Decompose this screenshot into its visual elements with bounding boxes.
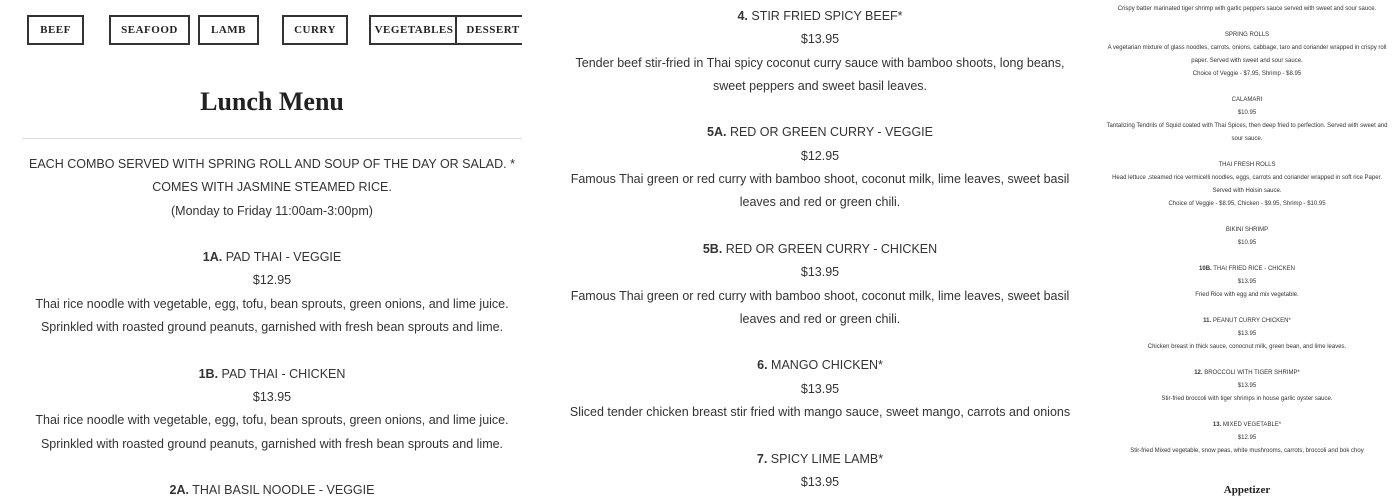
item-name: THAI BASIL NOODLE - VEGGIE: [192, 483, 375, 498]
item-price: $10.95: [1237, 110, 1257, 116]
item-price: $13.95: [800, 265, 840, 280]
item-description: Famous Thai green or red curry with bamboo shoot, coconut milk, lime leaves, sweet basil leaves and red or green chili.: [570, 288, 1070, 326]
curry-menu-column: [560, 0, 1080, 500]
column-content: [1106, 0, 1388, 458]
appetizer-column: [1106, 0, 1388, 500]
item-name: SPRING ROLLS: [1224, 32, 1270, 38]
item-name: THAI FRIED RICE - CHICKEN: [1213, 266, 1295, 272]
item-name: SPICY LIME LAMB*: [770, 451, 884, 466]
item-name: PAD THAI - VEGGIE: [225, 250, 342, 265]
item-number: 11.: [1203, 318, 1212, 324]
item-price: Choice of Veggie - $7.95, Shrimp - $8.95: [1192, 71, 1302, 77]
item-description: Tender beef stir-fried in Thai spicy coconut curry sauce with bamboo shoots, long beans, sweet peppers and sweet basil leaves.: [575, 55, 1065, 93]
category-beef-button[interactable]: BEEF: [27, 15, 84, 45]
category-curry-button[interactable]: CURRY: [282, 15, 348, 45]
menu-item: [1106, 263, 1388, 302]
item-price: $13.95: [800, 32, 840, 47]
category-seafood-button[interactable]: SEAFOOD: [109, 15, 190, 45]
appetizer-item: [1106, 94, 1388, 146]
item-name: PAD THAI - CHICKEN: [221, 366, 346, 381]
item-number: 13.: [1212, 422, 1222, 428]
item-description: Tantalizing Tendrils of Squid coated with Thai Spices, then deep fried to perfection. Served with sweet and sour sauce.: [1106, 123, 1388, 142]
appetizer-item: [1106, 224, 1388, 250]
item-price: $10.95: [1237, 240, 1257, 246]
item-price: $13.95: [252, 389, 292, 404]
item-description: Head lettuce ,steamed rice vermicelli noodles, eggs, carrots and coriander wrapped in soft rice Paper. Served with Hoisin sauce.: [1112, 175, 1382, 194]
item-price: $13.95: [800, 381, 840, 396]
item-price: $12.95: [800, 148, 840, 163]
item-number: 5B.: [702, 241, 723, 256]
combo-note: EACH COMBO SERVED WITH SPRING ROLL AND SOUP OF THE DAY OR SALAD. * COMES WITH JASMINE STEAMED RICE.: [29, 157, 515, 195]
item-description: Sliced tender chicken breast stir fried with mango sauce, sweet mango, carrots and onions: [569, 405, 1071, 420]
page-title: Lunch Menu: [200, 87, 344, 116]
item-number: 6.: [757, 358, 768, 373]
item-description: Fried Rice with egg and mix vegetable.: [1195, 292, 1299, 298]
category-dessert-button[interactable]: DESSERT: [455, 15, 522, 45]
item-name: RED OR GREEN CURRY - CHICKEN: [725, 241, 938, 256]
item-number: 4.: [737, 9, 748, 23]
appetizer-item: [1106, 29, 1388, 81]
menu-item: [560, 448, 1080, 495]
item-number: 7.: [756, 451, 768, 466]
item-name: MANGO CHICKEN*: [771, 358, 883, 373]
section-heading-appetizer: Appetizer: [1223, 484, 1271, 496]
lunch-hours: (Monday to Friday 11:00am-3:00pm): [171, 203, 373, 218]
item-name: RED OR GREEN CURRY - VEGGIE: [729, 125, 933, 140]
item-number: 5A.: [707, 125, 727, 140]
column-content: [560, 0, 1080, 494]
item-name: MIXED VEGETABLE*: [1222, 422, 1282, 428]
item-description: Stir-fried broccoli with tiger shrimps in house garlic oyster sauce.: [1161, 396, 1333, 402]
item-price: $13.95: [800, 474, 840, 489]
menu-item: [560, 5, 1080, 98]
item-description: Chicken breast in thick sauce, conocnut milk, green bean, and lime leaves.: [1147, 344, 1347, 350]
item-description: Thai rice noodle with vegetable, egg, tofu, bean sprouts, green onions, and lime juice. Sprinkled with roasted ground peanuts, garnished with fresh bean sprouts and lime.: [35, 296, 509, 335]
item-number: 1A.: [202, 250, 223, 265]
menu-item: [560, 121, 1080, 214]
item-number: 12.: [1194, 370, 1203, 376]
menu-item: [560, 354, 1080, 424]
item-number: 10B.: [1199, 266, 1212, 272]
category-lamb-button[interactable]: LAMB: [198, 15, 259, 45]
item-description: Stir-fried Mixed vegetable, snow peas, white mushrooms, carrots, broccoli and bok choy: [1130, 448, 1364, 454]
item-name: CALAMARI: [1231, 97, 1263, 103]
menu-item: [22, 363, 522, 456]
menu-item: [1106, 367, 1388, 406]
item-number: 1B.: [198, 366, 219, 381]
appetizer-item: [1106, 159, 1388, 211]
menu-item: [22, 479, 522, 500]
item-name: THAI FRESH ROLLS: [1218, 162, 1276, 168]
item-name: BIKINI SHRIMP: [1225, 227, 1269, 233]
item-description: A vegetarian mixture of glass noodles, carrots, onions, cabbage, taro and coriander wrapped in crispy roll paper. Served with sweet and sour sauce.: [1107, 45, 1387, 64]
item-number: 2A.: [169, 483, 189, 498]
item-price: $13.95: [1237, 383, 1257, 389]
item-name: BROCCOLI WITH TIGER SHRIMP*: [1204, 370, 1300, 376]
lunch-menu-column: [22, 0, 522, 500]
item-description: Thai rice noodle with vegetable, egg, tofu, bean sprouts, green onions, and lime juice. Sprinkled with roasted ground peanuts, garnished with fresh bean sprouts and lime.: [35, 413, 509, 451]
menu-item: [1106, 315, 1388, 354]
item-description: Crispy batter marinated tiger shrimp with garlic peppers sauce served with sweet and sour sauce.: [1117, 6, 1377, 12]
item-price: Choice of Veggie - $8.95, Chicken - $9.95, Shrimp - $10.95: [1168, 201, 1326, 207]
category-filter-bar: [22, 0, 522, 60]
item-price: $13.95: [1237, 331, 1257, 337]
lunch-menu-content: [22, 153, 522, 500]
menu-item: [560, 238, 1080, 331]
menu-item: [1106, 419, 1388, 458]
item-name: PEANUT CURRY CHICKEN*: [1212, 318, 1291, 324]
item-price: $13.95: [1237, 279, 1257, 285]
item-name: STIR FRIED SPICY BEEF*: [751, 9, 903, 23]
item-description: Famous Thai green or red curry with bamboo shoot, coconut milk, lime leaves, sweet basil leaves and red or green chili.: [570, 172, 1070, 210]
menu-item: [22, 246, 522, 339]
title-divider: [22, 138, 522, 139]
item-price: $12.95: [252, 273, 292, 288]
item-price: $12.95: [1237, 435, 1257, 441]
category-vegetables-button[interactable]: VEGETABLES: [369, 15, 459, 45]
